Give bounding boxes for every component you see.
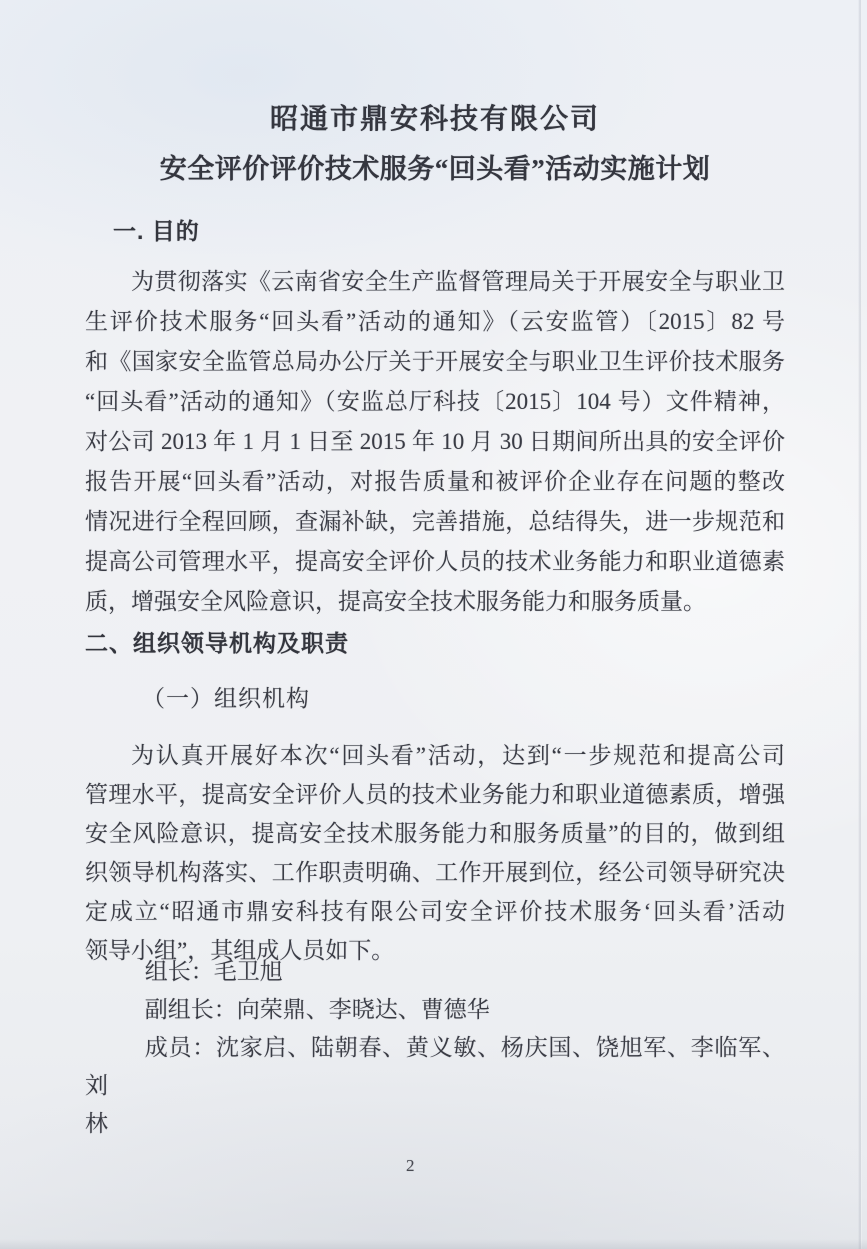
paragraph-line: 安全风险意识，提高安全技术服务能力和服务质量”的目的，做到组	[85, 821, 785, 846]
document-title: 安全评价评价技术服务“回头看”活动实施计划	[159, 154, 711, 184]
deputy-leaders-line: 副组长：向荣鼎、李晓达、曹德华	[144, 997, 490, 1022]
paragraph-line: 情况进行全程回顾，查漏补缺，完善措施，总结得失，进一步规范和	[85, 509, 785, 534]
paragraph-line: 质，增强安全风险意识，提高安全技术服务能力和服务质量。	[85, 589, 706, 614]
paragraph-line: 生评价技术服务“回头看”活动的通知》（云安监管）〔2015〕82 号	[85, 309, 785, 334]
paragraph-line: 定成立“昭通市鼎安科技有限公司安全评价技术服务‘回头看’活动	[85, 899, 785, 924]
section-2-heading: 二、组织领导机构及职责	[85, 630, 349, 656]
section-2-1-heading: （一）组织机构	[142, 686, 310, 711]
members-line: 林	[85, 1111, 108, 1136]
paragraph-line: 提高公司管理水平，提高安全评价人员的技术业务能力和职业道德素	[85, 549, 785, 574]
document-content	[85, 0, 785, 1249]
paragraph-line: 为贯彻落实《云南省安全生产监督管理局关于开展安全与职业卫	[131, 269, 785, 294]
members-line: 成员：沈家启、陆朝春、黄义敏、杨庆国、饶旭军、李临军、刘	[85, 1035, 785, 1098]
paragraph-line: “回头看”活动的通知》（安监总厅科技〔2015〕104 号）文件精神，	[85, 389, 785, 414]
group-leader-line: 组长：毛卫旭	[144, 959, 283, 984]
page-edge-crease	[858, 0, 862, 1249]
paragraph-line: 领导小组”，其组成人员如下。	[85, 938, 395, 963]
leading-group-roster	[85, 953, 785, 1143]
page-number: 2	[406, 1156, 415, 1175]
paragraph-line: 为认真开展好本次“回头看”活动，达到“一步规范和提高公司	[131, 743, 785, 768]
paragraph-line: 报告开展“回头看”活动，对报告质量和被评价企业存在问题的整改	[85, 469, 785, 494]
paragraph-line: 管理水平，提高安全评价人员的技术业务能力和职业道德素质，增强	[85, 782, 785, 807]
organization-paragraph	[85, 736, 785, 970]
paragraph-line: 对公司 2013 年 1 月 1 日至 2015 年 10 月 30 日期间所出具的安全评价	[85, 429, 785, 454]
section-1-heading: 一. 目的	[113, 218, 200, 244]
purpose-paragraph	[85, 262, 785, 622]
paragraph-line: 和《国家安全监管总局办公厅关于开展安全与职业卫生评价技术服务	[85, 349, 785, 374]
paragraph-line: 织领导机构落实、工作职责明确、工作开展到位，经公司领导研究决	[85, 860, 785, 885]
company-title: 昭通市鼎安科技有限公司	[269, 104, 600, 135]
